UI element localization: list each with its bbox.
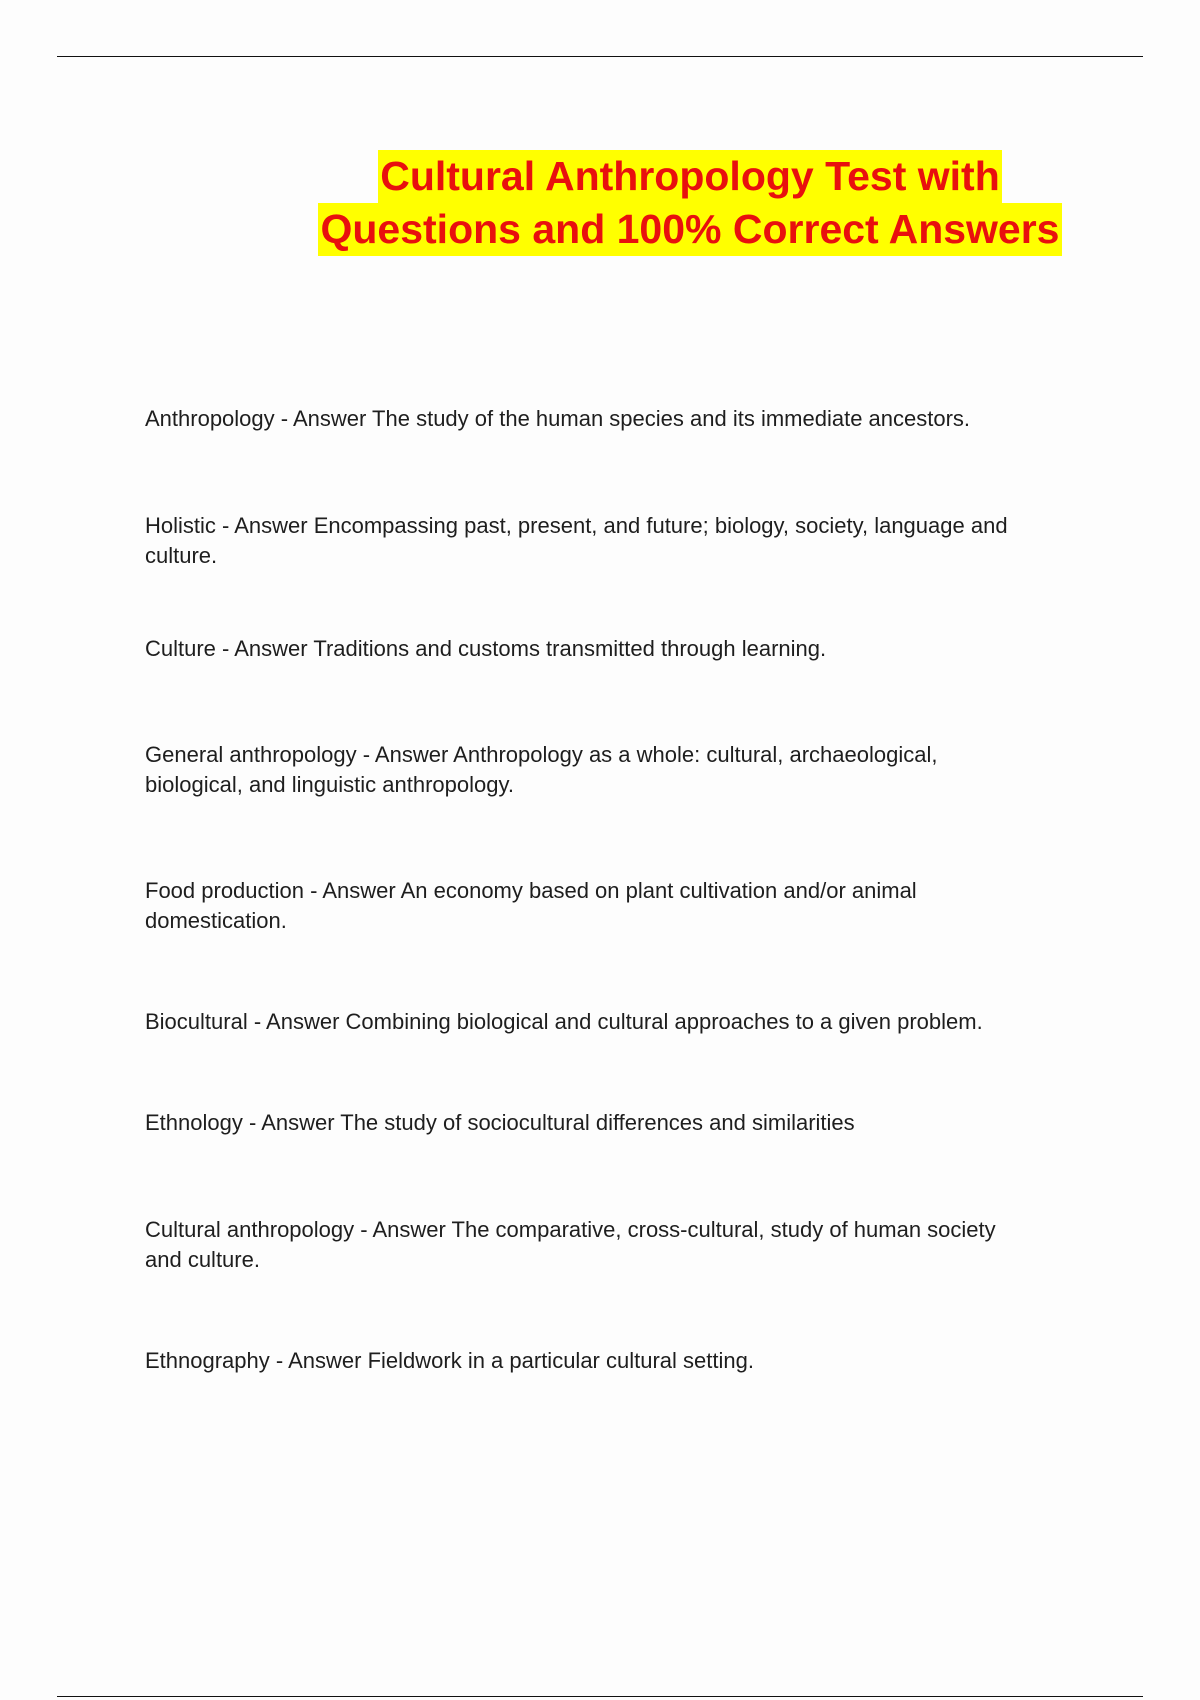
qa-entry-culture: Culture - Answer Traditions and customs transmitted through learning. — [145, 636, 827, 661]
qa-entry-food-production: Food production - Answer An economy based on plant cultivation and/or animal domestication. — [145, 878, 917, 933]
top-divider — [57, 56, 1143, 57]
qa-entry-ethnography: Ethnography - Answer Fieldwork in a particular cultural setting. — [145, 1348, 754, 1373]
qa-entry-general-anthropology: General anthropology - Answer Anthropology as a whole: cultural, archaeological, biological, and linguistic anthropology. — [145, 742, 938, 797]
qa-entry-cultural-anthropology: Cultural anthropology - Answer The comparative, cross-cultural, study of human society and culture. — [145, 1217, 996, 1272]
qa-entry-ethnology: Ethnology - Answer The study of sociocultural differences and similarities — [145, 1110, 855, 1135]
document-title — [300, 150, 1080, 256]
title-line-1: Cultural Anthropology Test with — [378, 150, 1002, 203]
qa-entry-biocultural: Biocultural - Answer Combining biological and cultural approaches to a given problem. — [145, 1009, 983, 1034]
qa-entry-holistic: Holistic - Answer Encompassing past, present, and future; biology, society, language and culture. — [145, 513, 1008, 568]
bottom-divider — [57, 1696, 1143, 1697]
qa-entry-anthropology: Anthropology - Answer The study of the human species and its immediate ancestors. — [145, 406, 971, 431]
title-line-2: Questions and 100% Correct Answers — [318, 203, 1061, 256]
